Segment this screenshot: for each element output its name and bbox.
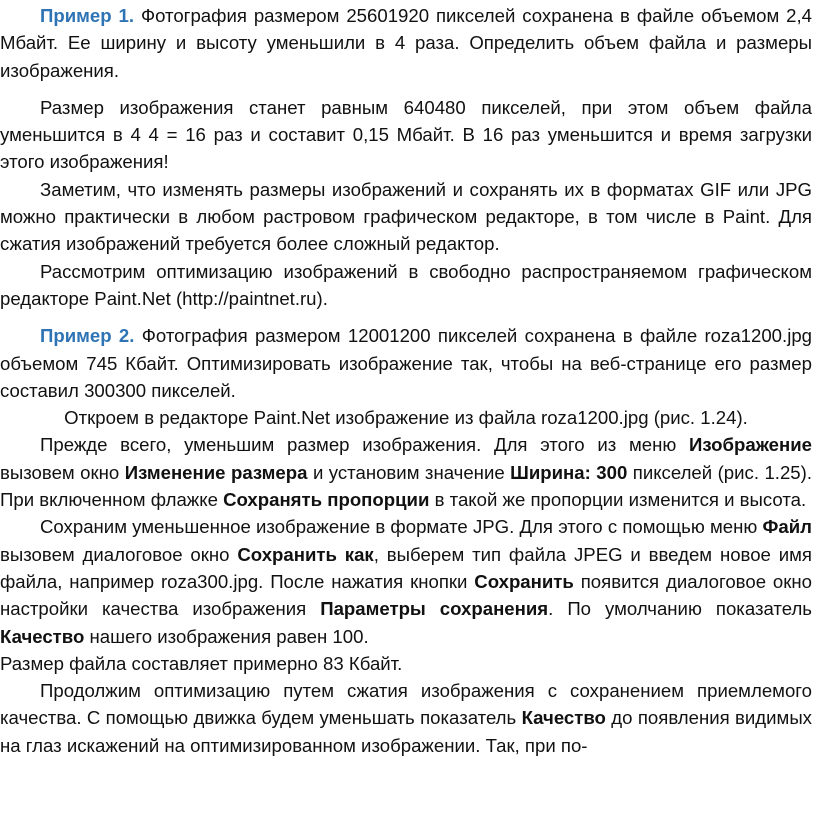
- paragraph-paintnet: Рассмотрим оптимизацию изображений в свободно распространяемом графическом редакторе Paint.Net (http://paintnet.ru).: [0, 260, 812, 309]
- quality-term-2: Качество: [521, 707, 606, 729]
- paragraph-resize: [0, 431, 812, 513]
- save-text-2: вызовем диалоговое окно: [0, 543, 238, 565]
- example-2-label: Пример 2.: [40, 325, 135, 347]
- keep-proportions-term: Сохранять пропорции: [223, 489, 430, 511]
- resize-text-1: Прежде всего, уменьшим размер изображения. Для этого из меню: [40, 434, 690, 456]
- document-page: [0, 2, 812, 759]
- example-2-paragraph: [0, 322, 812, 404]
- quality-term: Качество: [0, 625, 85, 647]
- menu-file-term: Файл: [762, 516, 812, 538]
- resize-window-term: Изменение размера: [124, 461, 308, 483]
- save-text-4: появится диалоговое окно настройки качества изображения: [0, 570, 812, 620]
- paragraph-file-size: Размер файла составляет примерно 83 Кбайт.: [0, 652, 403, 674]
- save-text-3: , выберем тип файла JPEG и введем новое имя файла, например roza300.jpg. После нажатия кнопки: [0, 543, 812, 592]
- example-2-text: Фотография размером 12001200 пикселей сохранена в файле roza1200.jpg объемом 745 Кбайт. Оптимизировать изображение так, чтобы на веб-странице его размер составил 300300 пикселей.: [0, 325, 813, 401]
- save-button-term: Сохранить: [474, 570, 574, 592]
- save-text-6: нашего изображения равен 100.: [84, 625, 369, 647]
- example-1-paragraph: [0, 2, 812, 84]
- resize-text-2: вызовем окно: [0, 461, 125, 483]
- width-value-term: Ширина: 300: [510, 461, 628, 483]
- paragraph-image-size: Размер изображения станет равным 640480 пикселей, при этом объем файла уменьшится в 4 4 = 16 раз и составит 0,15 Мбайт. В 16 раз уменьшится и время загрузки этого изображения!: [0, 96, 812, 173]
- resize-text-4: пикселей (рис. 1.25). При включенном флажке: [0, 461, 812, 511]
- example-1-text: Фотография размером 25601920 пикселей сохранена в файле объемом 2,4 Мбайт. Ее ширину и высоту уменьшили в 4 раза. Определить объем файла и размеры изображения.: [0, 5, 812, 81]
- menu-image-term: Изображение: [689, 434, 812, 456]
- save-text-1: Сохраним уменьшенное изображение в формате JPG. Для этого с помощью меню: [40, 516, 763, 538]
- paragraph-formats: Заметим, что изменять размеры изображений и сохранять их в форматах GIF или JPG можно практически в любом растровом графическом редакторе, в том числе в Paint. Для сжатия изображений требуется более сложный редактор.: [0, 178, 812, 255]
- paragraph-save-jpg: [0, 513, 812, 649]
- compress-text-1: Продолжим оптимизацию путем сжатия изображения с сохранением приемлемого качества. С помощью движка будем уменьшать показатель: [0, 680, 812, 729]
- resize-text-5: в такой же пропорции изменится и высота.: [429, 489, 807, 511]
- compress-text-2: до появления видимых на глаз искажений на оптимизированном изображении. Так, при по-: [0, 707, 812, 756]
- save-text-5: . По умолчанию показатель: [548, 598, 812, 620]
- resize-text-3: и установим значение: [307, 461, 511, 483]
- save-as-term: Сохранить как: [237, 543, 374, 565]
- example-1-label: Пример 1.: [40, 5, 135, 26]
- save-params-term: Параметры сохранения: [320, 598, 549, 620]
- paragraph-compression: [0, 677, 812, 759]
- paragraph-open-file: Откроем в редакторе Paint.Net изображение из файла roza1200.jpg (рис. 1.24).: [64, 407, 748, 429]
